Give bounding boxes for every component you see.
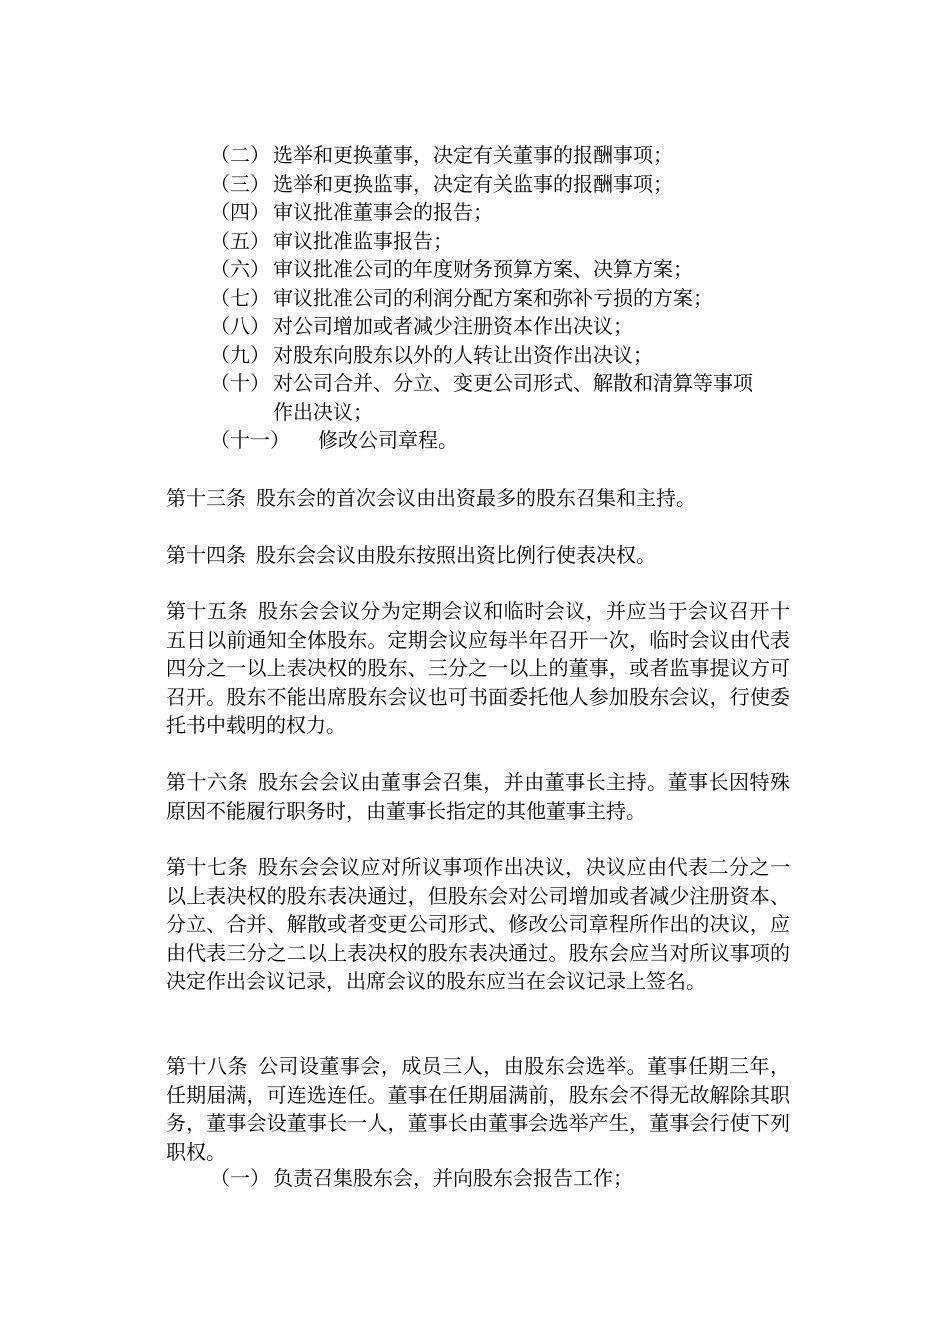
list-item [210, 369, 810, 398]
article-18 [166, 1052, 790, 1166]
article-title: 第十六条 [166, 770, 248, 794]
article-text: 股东会的首次会议由出资最多的股东召集和主持。 [256, 486, 696, 510]
list-item-number: （五） [210, 228, 270, 253]
article-17 [166, 853, 790, 996]
list-item-text: 对公司合并、分立、变更公司形式、解散和清算等事项 [273, 371, 753, 395]
list-item-number: （三） [210, 171, 270, 196]
list-item [210, 341, 810, 370]
article-title: 第十五条 [166, 599, 248, 623]
list-item-number: （六） [210, 257, 270, 281]
article-text: 股东会会议由股东按照出资比例行使表决权。 [256, 543, 656, 567]
list-item-text: 审议批准董事会的报告； [273, 200, 493, 224]
list-item-number: （九） [210, 342, 270, 367]
list-item [210, 426, 810, 455]
list-item-text: 审议批准公司的年度财务预算方案、决算方案； [273, 257, 693, 281]
list-item-number: （七） [210, 285, 270, 310]
article-15 [166, 597, 790, 740]
list-item [210, 198, 810, 227]
list-item-text: 负责召集股东会，并向股东会报告工作； [273, 1166, 633, 1190]
article-title: 第十四条 [166, 543, 246, 567]
list-item-continuation: 作出决议； [273, 399, 373, 424]
list-item-text: 对股东向股东以外的人转让出资作出决议； [273, 342, 653, 367]
article-13 [166, 484, 790, 513]
shareholder-powers-list [210, 141, 810, 455]
list-item-text: 审议批准公司的利润分配方案和弥补亏损的方案； [273, 285, 713, 310]
list-item-number: （二） [210, 143, 270, 167]
list-item-number: （十一） [210, 428, 290, 452]
list-item-number: （十） [210, 371, 270, 395]
article-14 [166, 541, 790, 570]
article-title: 第十七条 [166, 855, 248, 879]
article-title: 第十八条 [166, 1054, 248, 1078]
list-item-text: 审议批准监事报告； [273, 228, 453, 253]
article-16 [166, 768, 790, 825]
list-item-number: （八） [210, 314, 270, 338]
list-item-text: 修改公司章程。 [318, 428, 458, 452]
list-item [210, 284, 810, 313]
list-item [210, 170, 810, 199]
list-item-text: 选举和更换董事，决定有关董事的报酬事项； [273, 143, 673, 167]
article-text: 股东会会议分为定期会议和临时会议，并应当于会议召开十五日以前通知全体股东。定期会议应每半年召开一次，临时会议由代表四分之一以上表决权的股东、三分之一以上的董事，或者监事提议方可召开。股东不能出席股东会议也可书面委托他人参加股东会议，行使委托书中载明的权力。 [166, 599, 791, 737]
article-text: 公司设董事会，成员三人，由股东会选举。董事任期三年，任期届满，可连选连任。董事在任期届满前，股东会不得无故解除其职务，董事会设董事长一人，董事长由董事会选举产生，董事会行使下列职权。 [166, 1054, 791, 1164]
board-powers-item [210, 1164, 633, 1193]
article-title: 第十三条 [166, 486, 246, 510]
list-item [210, 141, 810, 170]
list-item [210, 255, 810, 284]
list-item-number: （一） [210, 1166, 270, 1190]
list-item-text: 选举和更换监事，决定有关监事的报酬事项； [273, 171, 673, 196]
list-item [210, 312, 810, 341]
list-item-number: （四） [210, 200, 270, 224]
article-text: 股东会会议应对所议事项作出决议，决议应由代表二分之一以上表决权的股东表决通过，但股东会对公司增加或者减少注册资本、分立、合并、解散或者变更公司形式、修改公司章程所作出的决议，应由代表三分之二以上表决权的股东表决通过。股东会应当对所议事项的决定作出会议记录，出席会议的股东应当在会议记录上签名。 [166, 855, 791, 993]
article-text: 股东会会议由董事会召集，并由董事长主持。董事长因特殊原因不能履行职务时，由董事长指定的其他董事主持。 [166, 770, 791, 823]
list-item [210, 227, 810, 256]
list-item-text: 对公司增加或者减少注册资本作出决议； [273, 314, 633, 338]
